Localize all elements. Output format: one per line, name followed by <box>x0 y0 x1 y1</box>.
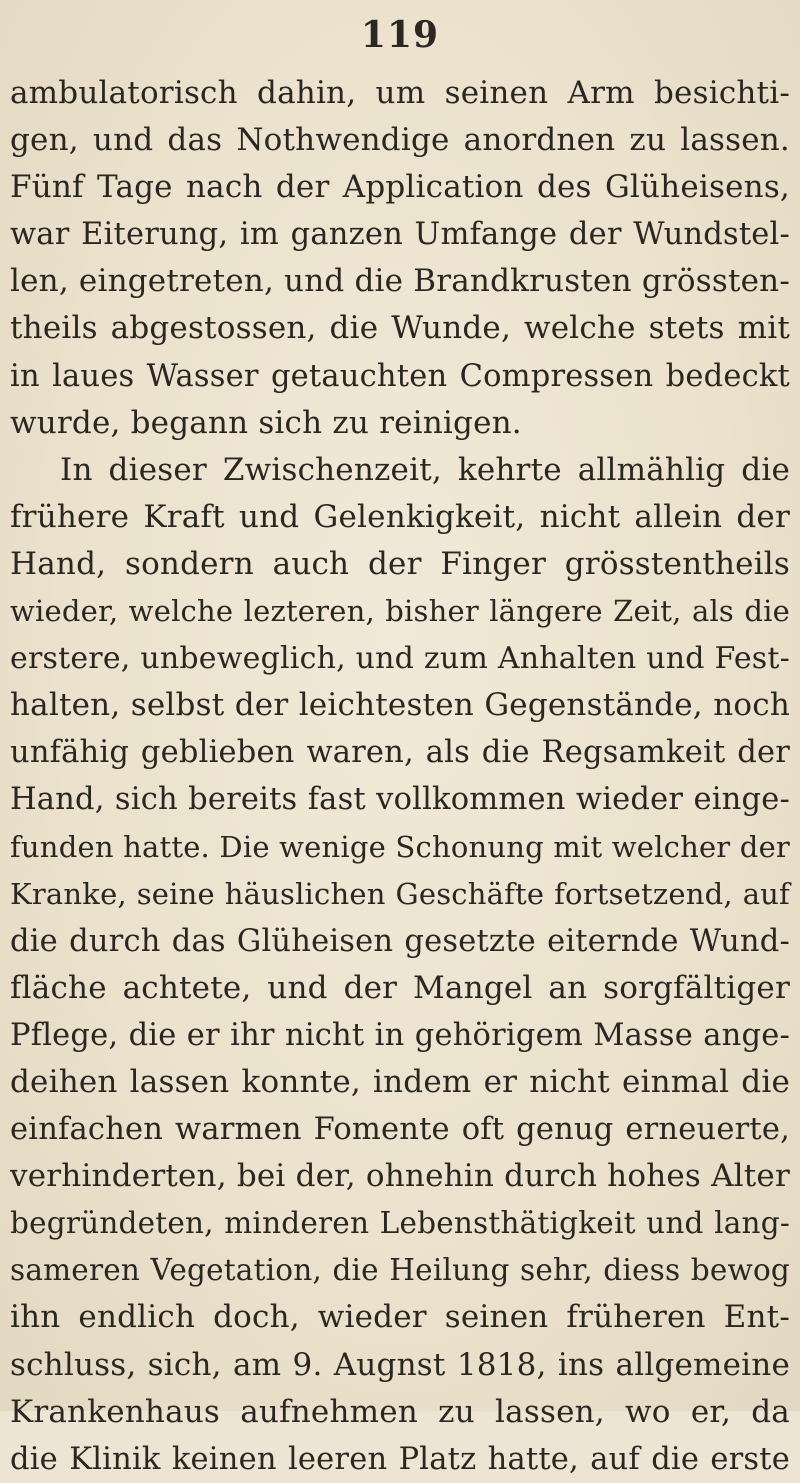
text-line: In dieser Zwischenzeit, kehrte allmählig die <box>60 451 790 488</box>
text-line: war Eiterung, im ganzen Umfange der Wundstel- <box>10 217 790 253</box>
text-line: theils abgestossen, die Wunde, welche stets mit <box>10 310 790 347</box>
page-number: 119 <box>360 14 440 56</box>
text-line: ihn endlich doch, wieder seinen früheren Ent- <box>10 1299 790 1336</box>
text-line: gen, und das Nothwendige anordnen zu lassen. <box>10 122 790 159</box>
text-line: die durch das Glüheisen gesetzte eiternde Wund- <box>10 923 790 959</box>
text-line: in laues Wasser getauchten Compressen bedeckt <box>10 358 790 394</box>
text-line: wurde, begann sich zu reinigen. <box>10 404 522 441</box>
text-line: erstere, unbeweglich, und zum Anhalten und Fest- <box>10 641 790 677</box>
text-line: Hand, sondern auch der Finger grösstentheils <box>10 545 790 582</box>
text-line: wieder, welche lezteren, bisher längere Zeit, als die <box>10 594 790 629</box>
text-line: funden hatte. Die wenige Schonung mit welcher der <box>10 829 790 864</box>
text-line: sameren Vegetation, die Heilung sehr, diess bewog <box>10 1253 790 1288</box>
text-line: deihen lassen konnte, indem er nicht einmal die <box>10 1063 790 1100</box>
text-line: einfachen warmen Fomente oft genug erneuerte, <box>10 1112 790 1148</box>
text-line: die Klinik keinen leeren Platz hatte, auf die erste <box>10 1441 790 1477</box>
text-line: Hand, sich bereits fast vollkommen wieder einge- <box>10 782 790 818</box>
text-line: verhinderten, bei der, ohnehin durch hohes Alter <box>10 1158 790 1195</box>
text-line: frühere Kraft und Gelenkigkeit, nicht allein der <box>10 498 790 535</box>
text-line: ambulatorisch dahin, um seinen Arm besichti- <box>10 75 790 111</box>
text-line: Fünf Tage nach der Application des Glüheisens, <box>10 169 790 206</box>
text-line: fläche achtete, und der Mangel an sorgfältiger <box>10 969 790 1006</box>
body-text <box>10 70 790 1483</box>
text-line: begründeten, minderen Lebensthätigkeit und lang- <box>10 1206 790 1241</box>
text-line: Krankenhaus aufnehmen zu lassen, wo er, da <box>10 1393 790 1430</box>
text-line: halten, selbst der leichtesten Gegenstände, noch <box>10 687 790 724</box>
text-line: unfähig geblieben waren, als die Regsamkeit der <box>10 735 790 771</box>
text-line: len, eingetreten, und die Brandkrusten grössten- <box>10 263 791 300</box>
text-line: Pflege, die er ihr nicht in gehörigem Masse ange- <box>10 1017 790 1053</box>
text-line: schluss, sich, am 9. Augnst 1818, ins allgemeine <box>10 1346 790 1383</box>
text-line: Kranke, seine häuslichen Geschäfte fortsetzend, auf <box>10 876 790 911</box>
